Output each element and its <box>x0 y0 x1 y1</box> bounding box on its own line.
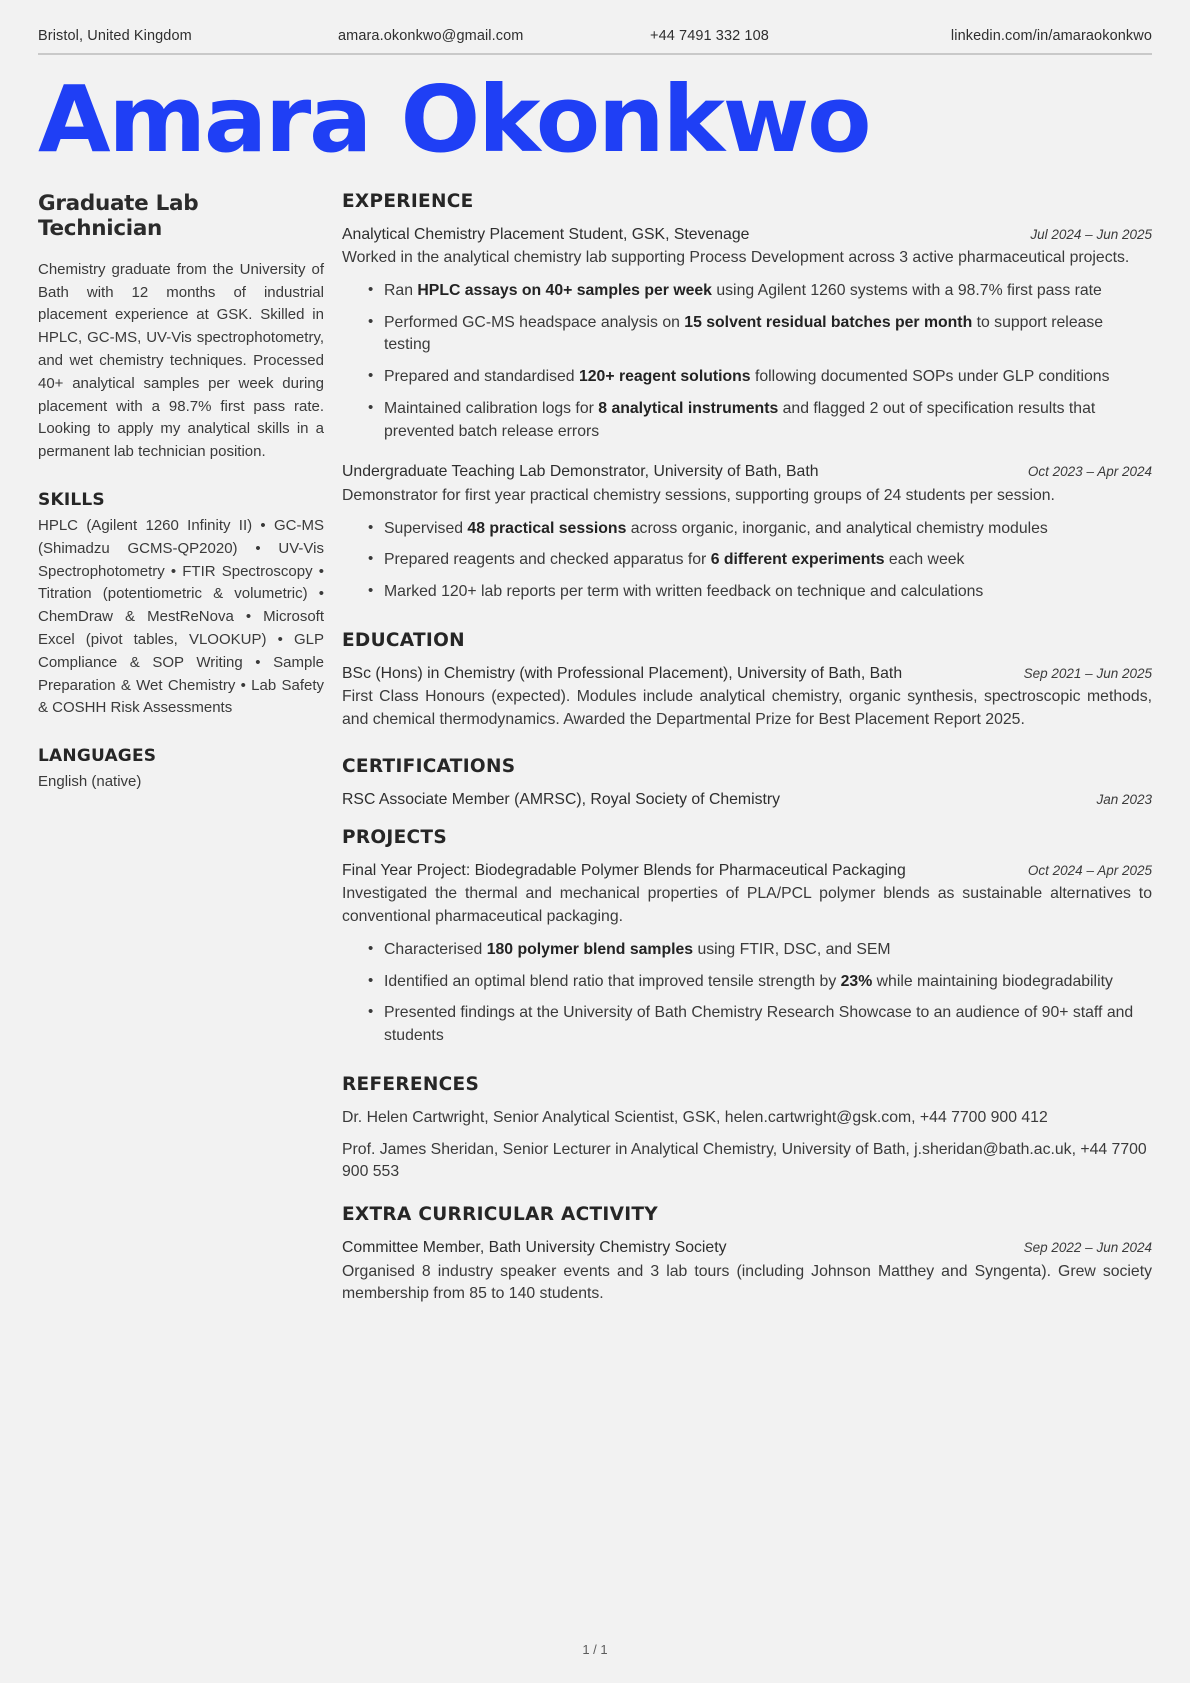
reference-item: Prof. James Sheridan, Senior Lecturer in Analytical Chemistry, University of Bath, j.sheridan@bath.ac.uk, +44 7700 900 553 <box>342 1140 1147 1181</box>
job-title: Graduate Lab Technician <box>38 190 199 241</box>
section-projects <box>342 827 1152 1048</box>
certifications-heading: CERTIFICATIONS <box>342 755 516 777</box>
section-references <box>342 1074 1152 1184</box>
languages-list: English (native) <box>38 773 142 791</box>
section-education <box>342 630 1152 732</box>
entry-title: Committee Member, Bath University Chemistry Society <box>342 1239 727 1257</box>
sidebar <box>38 191 336 794</box>
body-columns <box>38 191 1152 1322</box>
contact-linkedin[interactable]: linkedin.com/in/amaraokonkwo <box>950 28 1152 44</box>
entry-bullets <box>342 280 1152 443</box>
entry-date: Jan 2023 <box>1096 791 1152 807</box>
entry-bullets <box>342 518 1152 604</box>
contact-phone[interactable]: +44 7491 332 108 <box>650 28 769 44</box>
section-experience <box>342 191 1152 604</box>
list-item: • Performed GC-MS headspace analysis on 15 solvent residual batches per month to support release testing <box>368 312 1152 357</box>
languages-heading: LANGUAGES <box>38 746 157 767</box>
professional-summary: Chemistry graduate from the University of Bath with 12 months of industrial placement experience at GSK. Skilled in HPLC, GC-MS, UV-Vis spectrophotometry, and wet chemistry techniques. Processed 40+ analytical samples per week during placement with a 98.7% first pass rate. Looking to apply my analytical skills in a permanent lab technician position. <box>38 260 324 461</box>
entry-date: Jul 2024 – Jun 2025 <box>1030 226 1152 242</box>
entry-date: Sep 2021 – Jun 2025 <box>1023 665 1152 681</box>
references-heading: REFERENCES <box>342 1073 480 1095</box>
entry-header <box>342 663 1152 685</box>
entry-description: Investigated the thermal and mechanical properties of PLA/PCL polymer blends as sustainable alternatives to conventional pharmaceutical packaging. <box>342 885 1152 926</box>
projects-heading: PROJECTS <box>342 827 447 849</box>
education-entry <box>342 663 1152 732</box>
contact-header <box>38 0 1152 55</box>
entry-header <box>342 1237 1152 1259</box>
entry-header <box>342 860 1152 882</box>
experience-entry <box>342 224 1152 444</box>
extra-curricular-entry <box>342 1237 1152 1306</box>
list-item: • Maintained calibration logs for 8 analytical instruments and flagged 2 out of specification results that prevented batch release errors <box>368 398 1152 443</box>
skills-list: HPLC (Agilent 1260 Infinity II) • GC-MS (Shimadzu GCMS-QP2020) • UV-Vis Spectrophotometry • FTIR Spectroscopy • Titration (potentiometric & volumetric) • ChemDraw & MestReNova • Microsoft Excel (pivot tables, VLOOKUP) • GLP Compliance & SOP Writing • Sample Preparation & Wet Chemistry • Lab Safety & COSHH Risk Assessments <box>38 517 324 717</box>
page-footer <box>0 1642 1190 1657</box>
list-item: • Presented findings at the University of Bath Chemistry Research Showcase to an audience of 90+ staff and students <box>368 1002 1152 1047</box>
candidate-name: Amara Okonkwo <box>38 66 870 173</box>
entry-title: Undergraduate Teaching Lab Demonstrator, University of Bath, Bath <box>342 463 819 481</box>
entry-header <box>342 789 1152 811</box>
list-item: • Ran HPLC assays on 40+ samples per week using Agilent 1260 systems with a 98.7% first pass rate <box>368 280 1152 303</box>
name-block <box>38 66 1152 173</box>
entry-date: Sep 2022 – Jun 2024 <box>1023 1240 1152 1256</box>
page-indicator: 1 / 1 <box>582 1642 608 1657</box>
contact-location: Bristol, United Kingdom <box>38 28 192 44</box>
experience-entry <box>342 461 1152 603</box>
entry-header <box>342 224 1152 246</box>
entry-title: RSC Associate Member (AMRSC), Royal Society of Chemistry <box>342 790 781 808</box>
section-certifications <box>342 756 1152 811</box>
certification-entry <box>342 789 1152 811</box>
entry-bullets <box>342 939 1152 1048</box>
skills-heading: SKILLS <box>38 490 105 510</box>
entry-date: Oct 2023 – Apr 2024 <box>1027 464 1152 480</box>
entry-title: Final Year Project: Biodegradable Polymer Blends for Pharmaceutical Packaging <box>342 862 906 880</box>
list-item: • Supervised 48 practical sessions across organic, inorganic, and analytical chemistry modules <box>368 518 1152 541</box>
entry-description: Worked in the analytical chemistry lab supporting Process Development across 3 active pharmaceutical projects. <box>342 249 1130 267</box>
reference-item: Dr. Helen Cartwright, Senior Analytical Scientist, GSK, helen.cartwright@gsk.com, +44 7700 900 412 <box>342 1108 1048 1126</box>
entry-header <box>342 461 1152 483</box>
entry-title: Analytical Chemistry Placement Student, GSK, Stevenage <box>342 225 750 243</box>
main-content <box>336 191 1152 1322</box>
entry-description: First Class Honours (expected). Modules include analytical chemistry, organic synthesis, spectroscopic methods, and chemical thermodynamics. Awarded the Departmental Prize for Best Placement Report 2025. <box>342 688 1152 728</box>
entry-date: Oct 2024 – Apr 2025 <box>1027 863 1152 879</box>
list-item: • Prepared reagents and checked apparatus for 6 different experiments each week <box>368 549 1152 572</box>
list-item: • Identified an optimal blend ratio that improved tensile strength by 23% while maintaining biodegradability <box>368 971 1152 994</box>
entry-description: Organised 8 industry speaker events and 3 lab tours (including Johnson Matthey and Syngenta). Grew society membership from 85 to 140 students. <box>342 1262 1152 1303</box>
list-item: • Marked 120+ lab reports per term with written feedback on technique and calculations <box>368 581 1152 604</box>
section-extra-curricular <box>342 1204 1152 1306</box>
entry-description: Demonstrator for first year practical chemistry sessions, supporting groups of 24 students per session. <box>342 486 1055 504</box>
list-item: • Characterised 180 polymer blend samples using FTIR, DSC, and SEM <box>368 939 1152 962</box>
extra-curricular-heading: EXTRA CURRICULAR ACTIVITY <box>342 1204 659 1226</box>
project-entry <box>342 860 1152 1048</box>
education-heading: EDUCATION <box>342 629 465 651</box>
contact-email[interactable]: amara.okonkwo@gmail.com <box>338 28 524 44</box>
entry-title: BSc (Hons) in Chemistry (with Professional Placement), University of Bath, Bath <box>342 664 903 682</box>
list-item: • Prepared and standardised 120+ reagent solutions following documented SOPs under GLP conditions <box>368 366 1152 389</box>
experience-heading: EXPERIENCE <box>342 190 474 212</box>
